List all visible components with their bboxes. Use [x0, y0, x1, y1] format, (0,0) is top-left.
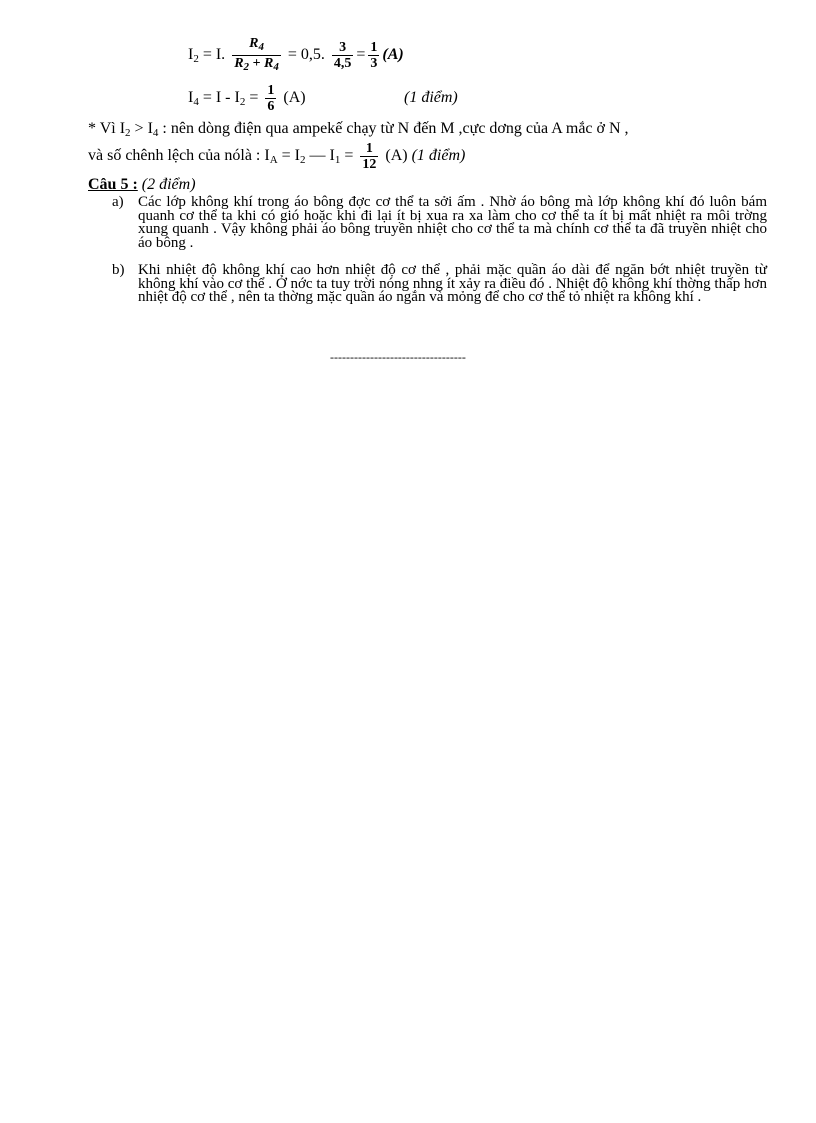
- eq2-unit: (A): [283, 89, 306, 106]
- note-score: (1 điểm): [411, 147, 466, 164]
- note-fraction: $\frac{1}{12}$: [362, 140, 377, 172]
- note-line-1: * Vì $I_2 > I_4$ : nên dòng điện qua ampekế chạy từ N đến M ,cực dơng của A mắc ở N ,: [88, 120, 629, 139]
- eq1-lhs: $I_2$: [188, 46, 199, 66]
- eq1-mid: = I.: [198, 46, 226, 64]
- separator-line: ----------------------------------: [330, 350, 466, 364]
- item-b-marker: b): [112, 262, 125, 278]
- eq2-score: (1 điểm): [404, 89, 458, 106]
- item-a-marker: a): [112, 194, 124, 210]
- eq1-fraction-result: $\frac{1}{3}$: [370, 40, 378, 71]
- eq1-equals: =: [356, 46, 366, 64]
- eq2-expr: = I - I: [198, 89, 240, 106]
- eq2-fraction: $\frac{1}{6}$: [267, 82, 275, 114]
- eq1-fraction-resistance: $\frac{R_4}{R_2 + R_4}$: [234, 36, 279, 73]
- item-a-text: Các lớp không khí trong áo bông đợc cơ thể ta sởi ấm . Nhờ áo bông mà lớp không khí đó luôn bám quanh cơ thể ta khi có gió hoặc khi đi lại ít bị xua ra xa làm cho cơ thể ta ít bị mất nhiệt ra môi trờng xung quanh . Vậy không phải áo bông truyền nhiệt cho cơ thể ta mà chính cơ thể ta đã truyền nhiệt cho áo bông .: [138, 194, 767, 251]
- eq1-unit: (A): [382, 46, 404, 64]
- item-b-text: Khi nhiệt độ không khí cao hơn nhiệt độ cơ thể , phải mặc quần áo dài để ngăn bớt nhiệt truyền từ không khí vào cơ thể . Ở nớc ta tuy trời nóng nhng ít xảy ra điều đó . Nhiệt độ không khí thờng thấp hơn nhiệt độ cơ thể , nên ta thờng mặc quần áo ngắn và mỏng để cho cơ thể tỏ nhiệt ra không khí .: [138, 262, 767, 305]
- equation-i4: $I_4 = I - I_2$ = $\frac{1}{6}$ (A) (1 điểm): [188, 80, 306, 120]
- note-line-2: và số chênh lệch của nólà : $I_A = I_2$ — $I_1$ = $\frac{1}{12}$ (A) (1 điểm): [88, 140, 466, 172]
- answer-item-b: [112, 264, 767, 305]
- question-score: (2 điểm): [141, 176, 196, 193]
- note-unit: (A): [385, 147, 408, 164]
- equation-i2: [188, 36, 404, 76]
- question-heading: [88, 176, 196, 194]
- answer-item-a: [112, 196, 767, 250]
- question-label: Câu 5 :: [88, 176, 138, 193]
- eq1-fraction-ratio: $\frac{3}{4,5}$: [333, 40, 352, 71]
- eq1-value: = 0,5.: [287, 46, 325, 64]
- eq2-lhs: I: [188, 89, 194, 106]
